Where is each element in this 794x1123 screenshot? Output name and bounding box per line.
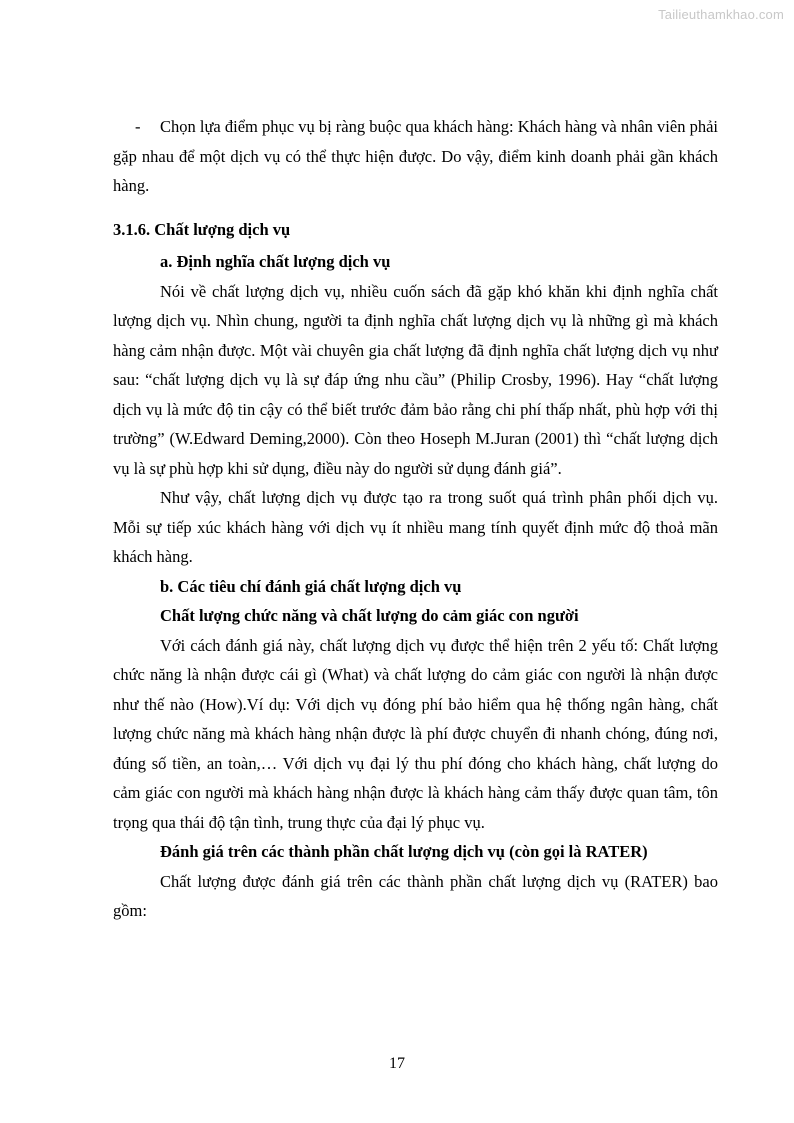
subheading-definition: a. Định nghĩa chất lượng dịch vụ [160, 252, 391, 271]
section-heading: 3.1.6. Chất lượng dịch vụ [113, 219, 291, 239]
paragraph-rater: Chất lượng được đánh giá trên các thành phần chất lượng dịch vụ (RATER) bao gồm: [113, 871, 718, 920]
bullet-text: Chọn lựa điểm phục vụ bị ràng buộc qua khách hàng: Khách hàng và nhân viên phải gặp nhau để một dịch vụ có thể thực hiện được. Do vậy, điểm kinh doanh phải gần khách hàng. [113, 117, 718, 195]
bullet-item [113, 112, 718, 201]
paragraph-functional-quality: Với cách đánh giá này, chất lượng dịch vụ được thể hiện trên 2 yếu tố: Chất lượng chức năng là nhận được cái gì (What) và chất lượng do cảm giác con người là nhận được như thế nào (How).Ví dụ: Với dịch vụ đóng phí bảo hiểm qua hệ thống ngân hàng, chất lượng chức năng mà khách hàng nhận được là phí được chuyển đi nhanh chóng, đúng nơi, đúng số tiền, an toàn,… Với dịch vụ đại lý thu phí đóng cho khách hàng, chất lượng do cảm giác con người mà khách hàng nhận được là khách hàng cảm thấy được quan tâm, tôn trọng qua thái độ tận tình, trung thực của đại lý phục vụ. [113, 635, 718, 832]
document-body [113, 112, 718, 926]
watermark: Tailieuthamkhao.com [658, 7, 784, 22]
paragraph-conclusion: Như vậy, chất lượng dịch vụ được tạo ra trong suốt quá trình phân phối dịch vụ. Mỗi sự tiếp xúc khách hàng với dịch vụ ít nhiều mang tính quyết định mức độ thoả mãn khách hàng. [113, 488, 718, 566]
subheading-criteria: b. Các tiêu chí đánh giá chất lượng dịch vụ [160, 576, 462, 596]
page-number: 17 [389, 1055, 405, 1072]
bullet-dash: - [135, 117, 141, 136]
subheading-functional-quality: Chất lượng chức năng và chất lượng do cảm giác con người [160, 606, 579, 625]
paragraph-definition: Nói về chất lượng dịch vụ, nhiều cuốn sách đã gặp khó khăn khi định nghĩa chất lượng dịch vụ. Nhìn chung, người ta định nghĩa chất lượng dịch vụ là những gì mà khách hàng cảm nhận được. Một vài chuyên gia chất lượng đã định nghĩa chất lượng dịch vụ như sau: “chất lượng dịch vụ là sự đáp ứng nhu cầu” (Philip Crosby, 1996). Hay “chất lượng dịch vụ là mức độ tin cậy có thể biết trước đảm bảo rằng chi phí thấp nhất, phù hợp với thị trường” (W.Edward Deming,2000). Còn theo Hoseph M.Juran (2001) thì “chất lượng dịch vụ là sự phù hợp khi sử dụng, điều này do người sử dụng đánh giá”. [113, 281, 718, 478]
subheading-rater: Đánh giá trên các thành phần chất lượng dịch vụ (còn gọi là RATER) [160, 842, 648, 861]
